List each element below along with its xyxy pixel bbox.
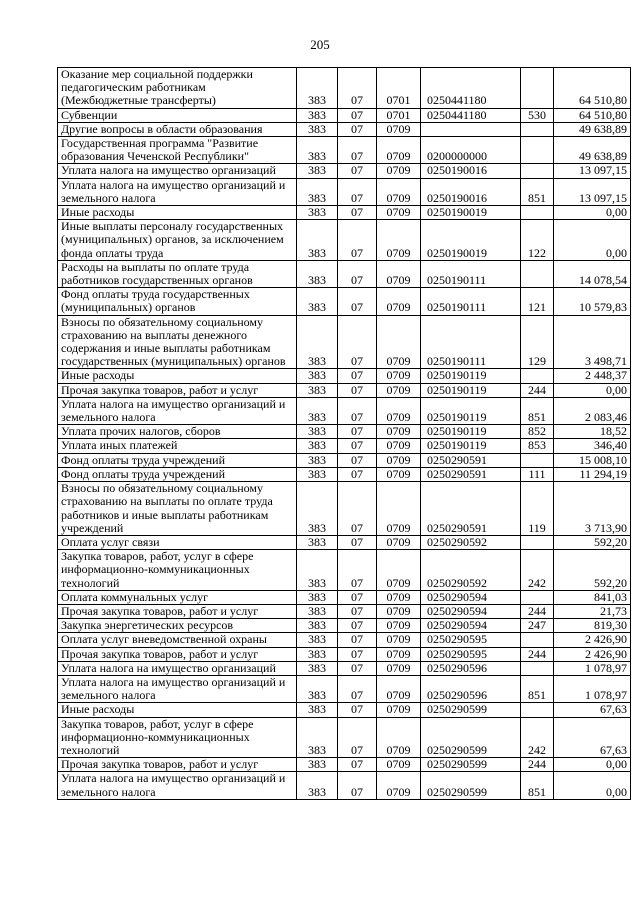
row-gr-cell: 383 — [297, 206, 338, 220]
row-rz-cell: 07 — [338, 260, 377, 287]
row-gr-cell: 383 — [297, 439, 338, 453]
row-csr-cell — [421, 122, 521, 136]
row-csr-cell: 0250290599 — [421, 758, 521, 772]
row-vr-cell — [521, 453, 554, 467]
row-sum-cell: 49 638,89 — [554, 137, 631, 164]
row-rz-cell: 07 — [338, 772, 377, 799]
row-vr-cell — [521, 633, 554, 647]
row-gr-cell: 383 — [297, 453, 338, 467]
row-sum-cell: 2 448,37 — [554, 369, 631, 383]
table-row — [58, 164, 631, 178]
row-name-cell: Расходы на выплаты по оплате труда работников государственных органов — [58, 260, 297, 287]
row-name-cell: Уплата налога на имущество организаций и земельного налога — [58, 772, 297, 799]
row-vr-cell: 119 — [521, 482, 554, 536]
table-row — [58, 675, 631, 702]
row-sum-cell: 841,03 — [554, 590, 631, 604]
row-rz-cell: 07 — [338, 178, 377, 205]
table-row — [58, 717, 631, 758]
table-row — [58, 68, 631, 109]
table-row — [58, 661, 631, 675]
table-row — [58, 482, 631, 536]
row-gr-cell: 383 — [297, 703, 338, 717]
row-csr-cell: 0250290594 — [421, 590, 521, 604]
table-row — [58, 288, 631, 315]
row-sum-cell: 346,40 — [554, 439, 631, 453]
row-pr-cell: 0709 — [377, 604, 421, 618]
row-sum-cell: 15 008,10 — [554, 453, 631, 467]
row-vr-cell: 121 — [521, 288, 554, 315]
row-vr-cell: 242 — [521, 717, 554, 758]
row-sum-cell: 13 097,15 — [554, 178, 631, 205]
row-pr-cell: 0701 — [377, 108, 421, 122]
row-vr-cell: 851 — [521, 397, 554, 424]
row-vr-cell: 242 — [521, 550, 554, 591]
table-row — [58, 220, 631, 261]
row-vr-cell — [521, 535, 554, 549]
row-pr-cell: 0709 — [377, 260, 421, 287]
row-gr-cell: 383 — [297, 619, 338, 633]
row-csr-cell: 0250290592 — [421, 550, 521, 591]
row-name-cell: Иные расходы — [58, 206, 297, 220]
row-rz-cell: 07 — [338, 220, 377, 261]
row-gr-cell: 383 — [297, 383, 338, 397]
row-sum-cell: 592,20 — [554, 535, 631, 549]
row-sum-cell: 0,00 — [554, 758, 631, 772]
row-rz-cell: 07 — [338, 397, 377, 424]
row-name-cell: Взносы по обязательному социальному страхованию на выплаты денежного содержания и иные выплаты работникам государственных (муниципальных) органов — [58, 315, 297, 369]
row-rz-cell: 07 — [338, 590, 377, 604]
row-vr-cell: 853 — [521, 439, 554, 453]
row-pr-cell: 0709 — [377, 703, 421, 717]
table-row — [58, 425, 631, 439]
table-row — [58, 619, 631, 633]
table-row — [58, 590, 631, 604]
row-vr-cell — [521, 137, 554, 164]
row-gr-cell: 383 — [297, 397, 338, 424]
row-vr-cell — [521, 206, 554, 220]
row-pr-cell: 0701 — [377, 68, 421, 109]
row-name-cell: Фонд оплаты труда учреждений — [58, 453, 297, 467]
row-name-cell: Уплата налога на имущество организаций и земельного налога — [58, 178, 297, 205]
row-pr-cell: 0709 — [377, 425, 421, 439]
row-vr-cell: 851 — [521, 178, 554, 205]
row-csr-cell: 0250190119 — [421, 397, 521, 424]
row-csr-cell: 0250290591 — [421, 482, 521, 536]
row-csr-cell: 0250190119 — [421, 439, 521, 453]
table-row — [58, 178, 631, 205]
row-rz-cell: 07 — [338, 535, 377, 549]
row-csr-cell: 0250190119 — [421, 425, 521, 439]
row-rz-cell: 07 — [338, 703, 377, 717]
row-csr-cell: 0250290594 — [421, 619, 521, 633]
row-csr-cell: 0250190111 — [421, 315, 521, 369]
row-gr-cell: 383 — [297, 535, 338, 549]
row-gr-cell: 383 — [297, 369, 338, 383]
row-csr-cell: 0250290599 — [421, 703, 521, 717]
row-csr-cell: 0250290594 — [421, 604, 521, 618]
row-gr-cell: 383 — [297, 482, 338, 536]
row-sum-cell: 0,00 — [554, 383, 631, 397]
row-name-cell: Субвенции — [58, 108, 297, 122]
row-name-cell: Оплата услуг связи — [58, 535, 297, 549]
row-gr-cell: 383 — [297, 315, 338, 369]
row-sum-cell: 11 294,19 — [554, 467, 631, 481]
row-rz-cell: 07 — [338, 68, 377, 109]
row-vr-cell — [521, 590, 554, 604]
row-gr-cell: 383 — [297, 220, 338, 261]
row-gr-cell: 383 — [297, 288, 338, 315]
row-pr-cell: 0709 — [377, 122, 421, 136]
row-gr-cell: 383 — [297, 661, 338, 675]
row-rz-cell: 07 — [338, 550, 377, 591]
row-rz-cell: 07 — [338, 675, 377, 702]
row-pr-cell: 0709 — [377, 383, 421, 397]
row-vr-cell: 530 — [521, 108, 554, 122]
row-pr-cell: 0709 — [377, 453, 421, 467]
row-csr-cell: 0250290595 — [421, 633, 521, 647]
row-rz-cell: 07 — [338, 604, 377, 618]
table-row — [58, 647, 631, 661]
row-gr-cell: 383 — [297, 260, 338, 287]
row-csr-cell: 0200000000 — [421, 137, 521, 164]
row-csr-cell: 0250441180 — [421, 108, 521, 122]
row-vr-cell: 244 — [521, 383, 554, 397]
row-name-cell: Закупка товаров, работ, услуг в сфере информационно-коммуникационных технологий — [58, 717, 297, 758]
table-row — [58, 550, 631, 591]
row-sum-cell: 49 638,89 — [554, 122, 631, 136]
row-pr-cell: 0709 — [377, 675, 421, 702]
row-name-cell: Уплата налога на имущество организаций — [58, 661, 297, 675]
row-pr-cell: 0709 — [377, 220, 421, 261]
row-sum-cell: 3 713,90 — [554, 482, 631, 536]
row-sum-cell: 2 083,46 — [554, 397, 631, 424]
row-pr-cell: 0709 — [377, 467, 421, 481]
row-sum-cell: 819,30 — [554, 619, 631, 633]
row-csr-cell: 0250290599 — [421, 717, 521, 758]
row-csr-cell: 0250290591 — [421, 467, 521, 481]
row-rz-cell: 07 — [338, 122, 377, 136]
table-row — [58, 108, 631, 122]
row-name-cell: Оплата коммунальных услуг — [58, 590, 297, 604]
row-name-cell: Оплата услуг вневедомственной охраны — [58, 633, 297, 647]
table-row — [58, 758, 631, 772]
row-sum-cell: 0,00 — [554, 206, 631, 220]
row-pr-cell: 0709 — [377, 535, 421, 549]
table-row — [58, 703, 631, 717]
row-pr-cell: 0709 — [377, 137, 421, 164]
row-vr-cell — [521, 260, 554, 287]
row-vr-cell: 247 — [521, 619, 554, 633]
row-pr-cell: 0709 — [377, 439, 421, 453]
row-vr-cell — [521, 122, 554, 136]
row-sum-cell: 64 510,80 — [554, 68, 631, 109]
row-pr-cell: 0709 — [377, 369, 421, 383]
row-gr-cell: 383 — [297, 122, 338, 136]
row-rz-cell: 07 — [338, 661, 377, 675]
row-vr-cell: 244 — [521, 758, 554, 772]
budget-table-body — [58, 68, 631, 800]
table-row — [58, 467, 631, 481]
row-pr-cell: 0709 — [377, 206, 421, 220]
row-sum-cell: 2 426,90 — [554, 633, 631, 647]
row-vr-cell: 122 — [521, 220, 554, 261]
row-sum-cell: 592,20 — [554, 550, 631, 591]
row-sum-cell: 2 426,90 — [554, 647, 631, 661]
row-gr-cell: 383 — [297, 108, 338, 122]
row-pr-cell: 0709 — [377, 482, 421, 536]
row-name-cell: Прочая закупка товаров, работ и услуг — [58, 604, 297, 618]
page-number: 205 — [310, 37, 330, 52]
row-sum-cell: 0,00 — [554, 772, 631, 799]
row-sum-cell: 21,73 — [554, 604, 631, 618]
row-gr-cell: 383 — [297, 137, 338, 164]
row-pr-cell: 0709 — [377, 619, 421, 633]
row-csr-cell: 0250290596 — [421, 661, 521, 675]
row-pr-cell: 0709 — [377, 647, 421, 661]
row-csr-cell: 0250441180 — [421, 68, 521, 109]
row-sum-cell: 64 510,80 — [554, 108, 631, 122]
table-row — [58, 122, 631, 136]
row-gr-cell: 383 — [297, 68, 338, 109]
row-rz-cell: 07 — [338, 383, 377, 397]
row-rz-cell: 07 — [338, 164, 377, 178]
row-rz-cell: 07 — [338, 482, 377, 536]
row-rz-cell: 07 — [338, 619, 377, 633]
table-row — [58, 137, 631, 164]
row-pr-cell: 0709 — [377, 590, 421, 604]
row-csr-cell: 0250190019 — [421, 206, 521, 220]
row-rz-cell: 07 — [338, 108, 377, 122]
row-gr-cell: 383 — [297, 633, 338, 647]
row-vr-cell: 852 — [521, 425, 554, 439]
row-name-cell: Закупка энергетических ресурсов — [58, 619, 297, 633]
row-name-cell: Иные расходы — [58, 703, 297, 717]
row-vr-cell: 111 — [521, 467, 554, 481]
row-gr-cell: 383 — [297, 590, 338, 604]
row-sum-cell: 0,00 — [554, 220, 631, 261]
row-name-cell: Уплата налога на имущество организаций и земельного налога — [58, 675, 297, 702]
row-csr-cell: 0250190119 — [421, 383, 521, 397]
row-csr-cell: 0250290596 — [421, 675, 521, 702]
row-sum-cell: 1 078,97 — [554, 661, 631, 675]
row-vr-cell: 244 — [521, 604, 554, 618]
row-gr-cell: 383 — [297, 772, 338, 799]
row-vr-cell — [521, 369, 554, 383]
table-row — [58, 772, 631, 799]
row-sum-cell: 67,63 — [554, 703, 631, 717]
row-name-cell: Фонд оплаты труда учреждений — [58, 467, 297, 481]
row-name-cell: Государственная программа "Развитие образования Чеченской Республики" — [58, 137, 297, 164]
table-row — [58, 383, 631, 397]
table-row — [58, 369, 631, 383]
row-rz-cell: 07 — [338, 633, 377, 647]
row-sum-cell: 3 498,71 — [554, 315, 631, 369]
row-name-cell: Прочая закупка товаров, работ и услуг — [58, 758, 297, 772]
row-rz-cell: 07 — [338, 288, 377, 315]
row-gr-cell: 383 — [297, 675, 338, 702]
row-rz-cell: 07 — [338, 467, 377, 481]
row-sum-cell: 18,52 — [554, 425, 631, 439]
row-rz-cell: 07 — [338, 717, 377, 758]
row-name-cell: Уплата иных платежей — [58, 439, 297, 453]
row-vr-cell: 244 — [521, 647, 554, 661]
row-csr-cell: 0250290599 — [421, 772, 521, 799]
row-name-cell: Уплата прочих налогов, сборов — [58, 425, 297, 439]
row-csr-cell: 0250190111 — [421, 288, 521, 315]
table-row — [58, 453, 631, 467]
row-gr-cell: 383 — [297, 178, 338, 205]
row-sum-cell: 67,63 — [554, 717, 631, 758]
row-pr-cell: 0709 — [377, 758, 421, 772]
row-sum-cell: 1 078,97 — [554, 675, 631, 702]
row-sum-cell: 13 097,15 — [554, 164, 631, 178]
row-pr-cell: 0709 — [377, 315, 421, 369]
table-row — [58, 206, 631, 220]
row-csr-cell: 0250190016 — [421, 178, 521, 205]
row-sum-cell: 14 078,54 — [554, 260, 631, 287]
row-gr-cell: 383 — [297, 467, 338, 481]
row-rz-cell: 07 — [338, 453, 377, 467]
row-gr-cell: 383 — [297, 164, 338, 178]
row-gr-cell: 383 — [297, 604, 338, 618]
table-row — [58, 315, 631, 369]
row-csr-cell: 0250290592 — [421, 535, 521, 549]
row-csr-cell: 0250190111 — [421, 260, 521, 287]
row-name-cell: Уплата налога на имущество организаций и земельного налога — [58, 397, 297, 424]
row-csr-cell: 0250190119 — [421, 369, 521, 383]
row-gr-cell: 383 — [297, 550, 338, 591]
row-pr-cell: 0709 — [377, 397, 421, 424]
row-rz-cell: 07 — [338, 315, 377, 369]
row-rz-cell: 07 — [338, 647, 377, 661]
row-rz-cell: 07 — [338, 425, 377, 439]
row-vr-cell — [521, 68, 554, 109]
row-csr-cell: 0250190019 — [421, 220, 521, 261]
table-row — [58, 535, 631, 549]
table-row — [58, 439, 631, 453]
row-gr-cell: 383 — [297, 758, 338, 772]
table-row — [58, 260, 631, 287]
row-rz-cell: 07 — [338, 758, 377, 772]
row-gr-cell: 383 — [297, 425, 338, 439]
row-vr-cell — [521, 661, 554, 675]
row-rz-cell: 07 — [338, 206, 377, 220]
row-pr-cell: 0709 — [377, 772, 421, 799]
row-name-cell: Прочая закупка товаров, работ и услуг — [58, 647, 297, 661]
row-pr-cell: 0709 — [377, 288, 421, 315]
row-name-cell: Уплата налога на имущество организаций — [58, 164, 297, 178]
row-pr-cell: 0709 — [377, 717, 421, 758]
row-name-cell: Взносы по обязательному социальному страхованию на выплаты по оплате труда работников и иные выплаты работникам учреждений — [58, 482, 297, 536]
row-vr-cell: 851 — [521, 772, 554, 799]
row-rz-cell: 07 — [338, 369, 377, 383]
row-pr-cell: 0709 — [377, 633, 421, 647]
row-vr-cell: 851 — [521, 675, 554, 702]
row-gr-cell: 383 — [297, 647, 338, 661]
row-name-cell: Иные расходы — [58, 369, 297, 383]
row-pr-cell: 0709 — [377, 164, 421, 178]
table-row — [58, 633, 631, 647]
row-gr-cell: 383 — [297, 717, 338, 758]
row-name-cell: Закупка товаров, работ, услуг в сфере информационно-коммуникационных технологий — [58, 550, 297, 591]
row-name-cell: Прочая закупка товаров, работ и услуг — [58, 383, 297, 397]
row-vr-cell — [521, 164, 554, 178]
table-row — [58, 604, 631, 618]
table-row — [58, 397, 631, 424]
row-pr-cell: 0709 — [377, 178, 421, 205]
row-name-cell: Иные выплаты персоналу государственных (муниципальных) органов, за исключением фонда оплаты труда — [58, 220, 297, 261]
row-pr-cell: 0709 — [377, 550, 421, 591]
row-pr-cell: 0709 — [377, 661, 421, 675]
row-vr-cell: 129 — [521, 315, 554, 369]
budget-table — [57, 67, 631, 800]
row-rz-cell: 07 — [338, 137, 377, 164]
row-vr-cell — [521, 703, 554, 717]
row-csr-cell: 0250290595 — [421, 647, 521, 661]
row-csr-cell: 0250190016 — [421, 164, 521, 178]
row-sum-cell: 10 579,83 — [554, 288, 631, 315]
row-rz-cell: 07 — [338, 439, 377, 453]
row-name-cell: Оказание мер социальной поддержки педагогическим работникам (Межбюджетные трансферты) — [58, 68, 297, 109]
row-name-cell: Фонд оплаты труда государственных (муниципальных) органов — [58, 288, 297, 315]
row-name-cell: Другие вопросы в области образования — [58, 122, 297, 136]
row-csr-cell: 0250290591 — [421, 453, 521, 467]
